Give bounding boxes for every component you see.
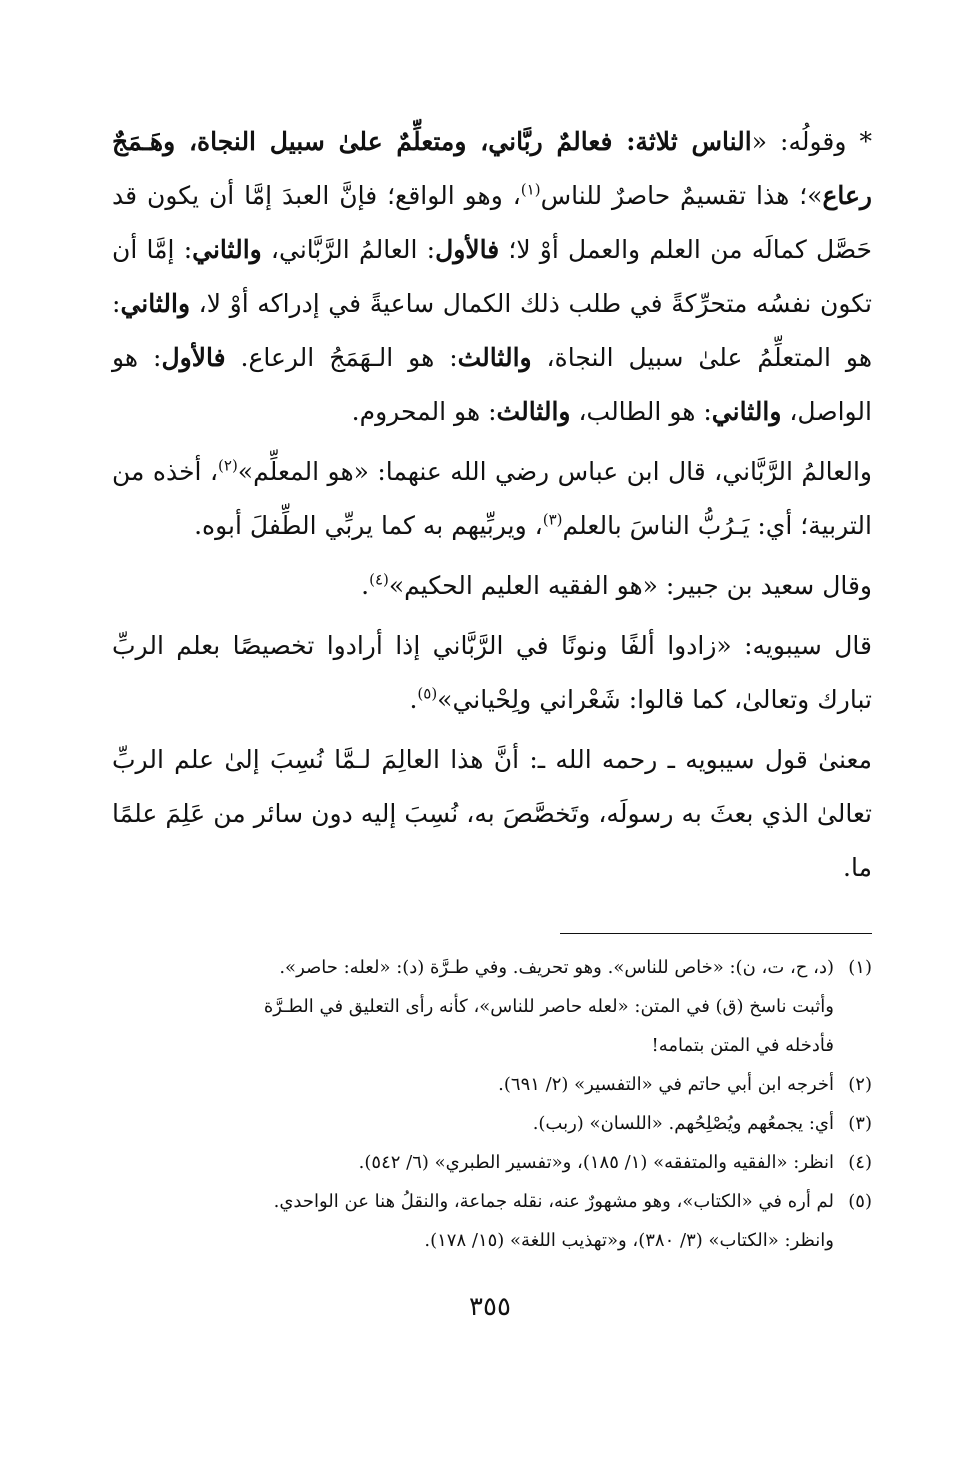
footnote-line: [112, 1104, 872, 1143]
text-run: قال سيبويه: «زادوا ألفًا ونونًا في الرَّبَّاني إذا أرادوا تخصيصًا بعلم الربِّ تبارك وتعالىٰ، كما قالوا: شَعْراني ولِحْياني»: [112, 631, 872, 714]
text-run: : هو المحروم.: [351, 397, 497, 426]
bold-text: الناس ثلاثة: فعالمٌ ربَّاني، ومتعلِّمٌ علىٰ سبيل النجاة، وهَـمَجٌ رعاع: [112, 127, 872, 210]
paragraph: [112, 619, 872, 727]
footnote-text: انظر: «الفقيه والمتفقه» (١/ ١٨٥)، و«تفسير الطبري» (٦/ ٥٤٢).: [358, 1152, 834, 1173]
footnote-number: (٤): [848, 1152, 872, 1173]
main-text: [112, 115, 872, 895]
footnote-number: (١): [848, 957, 872, 978]
footnote-text: (د، ح، ت، ن): «خاص للناس». وهو تحريف. وفي طـرَّة (د): «لعله: حاصر».: [279, 957, 834, 978]
text-run: .: [361, 571, 370, 600]
footnote-ref: (٤): [369, 570, 389, 589]
text-run: وقال سعيد بن جبير: «هو الفقيه العليم الحكيم»: [388, 571, 872, 600]
footnote-ref: (١): [520, 180, 541, 199]
footnote-line: [112, 948, 872, 987]
bold-text: فالأول: [435, 235, 500, 264]
footnote-line: [112, 1143, 872, 1182]
footnote-separator: [560, 933, 872, 934]
footnote-text: أي: يجمعُهم ويُصْلِحُهم. «اللسان» (ربب).: [532, 1113, 834, 1134]
text-run: ، ويربِّيهم به كما يربِّي الطِّفلَ أبوه.: [194, 511, 543, 540]
text-run: ، وهو الواقع؛ فإنَّ العبدَ إمَّا أن يكون قد حَصَّل كمالَه من العلم والعمل أوْ لا؛: [112, 181, 873, 264]
text-run: : هو الواصل،: [112, 343, 872, 426]
paragraph: [112, 733, 872, 895]
footnote-text: وأثبت ناسخ (ق) في المتن: «لعله حاصر للناس»، كأنه رأى التعليق في الطـرَّة: [263, 996, 834, 1017]
footnote-number: (٢): [848, 1074, 872, 1095]
footnote-text: وانظر: «الكتاب» (٣/ ٣٨٠)، و«تهذيب اللغة» (١٥/ ١٧٨).: [424, 1230, 834, 1251]
text-run: »؛ هذا تقسيمٌ حاصرٌ للناس: [540, 181, 823, 210]
bold-text: فالأول: [161, 343, 226, 372]
text-run: .: [409, 685, 418, 714]
footnote-ref: (٣): [542, 510, 563, 529]
page-number: ٣٥٥: [469, 1292, 511, 1322]
footnote-line: [112, 1182, 872, 1221]
footnotes: [112, 948, 872, 1260]
bold-text: والثاني: [120, 289, 191, 318]
footnote-ref: (٥): [417, 684, 438, 703]
footnote-number: (٥): [848, 1191, 872, 1212]
footnote-line: [112, 1221, 872, 1260]
paragraph: [112, 115, 872, 439]
footnote-line: [112, 987, 872, 1026]
bold-text: والثاني: [192, 235, 262, 264]
bold-text: والثالث: [457, 343, 532, 372]
footnote-text: لم أره في «الكتاب»، وهو مشهورٌ عنه، نقله جماعة، والنقلُ هنا عن الواحدي.: [273, 1191, 834, 1212]
text-run: * وقولُه: «: [751, 127, 872, 156]
footnote-line: [112, 1026, 872, 1065]
footnote-text: أخرجه ابن أبي حاتم في «التفسير» (٢/ ٦٩١).: [498, 1074, 834, 1095]
text-run: : هو الطالب،: [570, 397, 712, 426]
text-run: : إمَّا أن تكون نفسُه متحرِّكةً في طلب ذلك الكمال ساعيةً في إدراكه أوْ لا،: [112, 235, 872, 318]
text-run: ، أخذه من التربية؛ أي: يَـرُبُّ الناسَ بالعلم: [112, 457, 872, 540]
paragraph: [112, 559, 872, 613]
text-run: : العالمُ الرَّبَّاني،: [261, 235, 436, 264]
text-run: : هو الـهَمَجُ الرعاع.: [225, 343, 458, 372]
footnote-line: [112, 1065, 872, 1104]
text-run: معنىٰ قول سيبويه ـ رحمه الله ـ: أنَّ هذا العالِمَ لـمَّا نُسِبَ إلىٰ علم الربِّ تعالىٰ الذي بعثَ به رسولَه، وتَخصَّصَ به، نُسِبَ إليه دون سائر من عَلِمَ علمًا ما.: [112, 745, 872, 882]
footnote-number: (٣): [848, 1113, 872, 1134]
paragraph: [112, 445, 872, 553]
footnote-text: فأدخله في المتن بتمامه!: [651, 1035, 834, 1056]
bold-text: والثالث: [496, 397, 571, 426]
text-run: : هو المتعلِّمُ علىٰ سبيل النجاة،: [112, 289, 872, 372]
text-run: والعالمُ الرَّبَّاني، قال ابن عباس رضي الله عنهما: «هو المعلِّم»: [237, 457, 872, 486]
bold-text: والثاني: [711, 397, 782, 426]
footnote-ref: (٢): [218, 456, 238, 475]
